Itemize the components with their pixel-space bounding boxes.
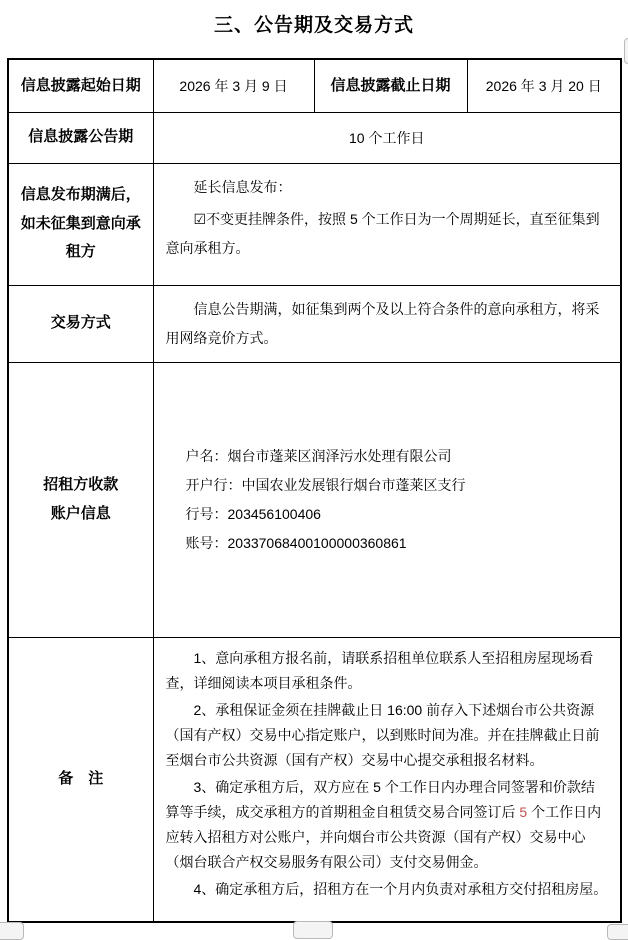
disclosure-end-value: 2026 年 3 月 20 日 <box>467 59 621 112</box>
remark-item-2: 2、承租保证金须在挂牌截止日 16:00 前存入下述烟台市公共资源（国有产权）交易中心指定账户，以到账时间为准。并在挂牌截止日前至烟台市公共资源（国有产权）交易中心提交承租报名材料。 <box>165 701 600 768</box>
bank-number: 行号：203456100406 <box>185 505 321 522</box>
extension-intro: 延长信息发布： <box>193 178 292 195</box>
announcement-period-value: 10 个工作日 <box>153 112 621 163</box>
account-info-label-line2: 账户信息 <box>50 504 111 522</box>
remark-item-3-highlighted-number: 5 <box>519 803 528 820</box>
remarks-content <box>153 637 621 922</box>
extension-option-text: 不变更挂牌条件，按照 5 个工作日为一个周期延长，直至征集到意向承租方。 <box>165 210 600 256</box>
remarks-label: 备 注 <box>8 637 153 922</box>
extension-label: 信息发布期满后，如未征集到意向承租方 <box>8 163 153 285</box>
checked-checkbox-icon: ☑ <box>193 210 207 227</box>
remark-item-1: 1、意向承租方报名前，请联系招租单位联系人至招租房屋现场看查，详细阅读本项目承租条件。 <box>165 649 594 691</box>
table-row-disclosure-dates <box>8 59 621 112</box>
cut-off-button-artifact-bottom-center[interactable] <box>293 921 333 939</box>
transaction-method-label: 交易方式 <box>8 285 153 362</box>
transaction-method-text: 信息公告期满，如征集到两个及以上符合条件的意向承租方，将采用网络竞价方式。 <box>165 300 600 346</box>
extension-content <box>153 163 621 285</box>
table-row-remarks <box>8 637 621 922</box>
account-info-content <box>153 362 621 637</box>
table-row-announcement-period <box>8 112 621 163</box>
disclosure-start-value: 2026 年 3 月 9 日 <box>153 59 314 112</box>
disclosure-start-label: 信息披露起始日期 <box>8 59 153 112</box>
bank-name: 开户行：中国农业发展银行烟台市蓬莱区支行 <box>185 476 466 493</box>
transaction-method-content <box>153 285 621 362</box>
remark-item-4: 4、确定承租方后，招租方在一个月内负责对承租方交付招租房屋。 <box>193 880 608 897</box>
announcement-table <box>7 58 622 923</box>
page-title: 三、公告期及交易方式 <box>213 15 414 36</box>
cut-off-button-artifact-bottom-left[interactable] <box>0 922 24 940</box>
remark-item-3-text-a: 3、确定承租方后，双方应在 5 个工作日内办理合同签署和价款结算等手续，成交承租方的首期租金自租赁交易合同签订后 <box>165 778 595 820</box>
table-row-transaction-method <box>8 285 621 362</box>
announcement-period-label: 信息披露公告期 <box>8 112 153 163</box>
disclosure-end-label: 信息披露截止日期 <box>314 59 467 112</box>
account-info-label-line1: 招租方收款 <box>43 476 119 493</box>
account-name: 户名：烟台市蓬莱区润泽污水处理有限公司 <box>185 447 452 464</box>
cut-off-button-artifact-bottom-right[interactable] <box>607 924 628 940</box>
table-row-extension <box>8 163 621 285</box>
account-number: 账号：20337068400100000360861 <box>185 534 407 551</box>
remark-item-3-text-b: 个工作日内应转入招租方对公账户，并向烟台市公共资源（国有产权）交易中心（烟台联合产权交易服务有限公司）支付交易佣金。 <box>165 803 602 870</box>
table-row-account-info <box>8 362 621 637</box>
remark-item-3 <box>166 775 609 875</box>
account-info-label <box>8 362 153 637</box>
extension-option <box>166 205 609 263</box>
cut-off-button-artifact-right-edge[interactable] <box>624 38 628 64</box>
